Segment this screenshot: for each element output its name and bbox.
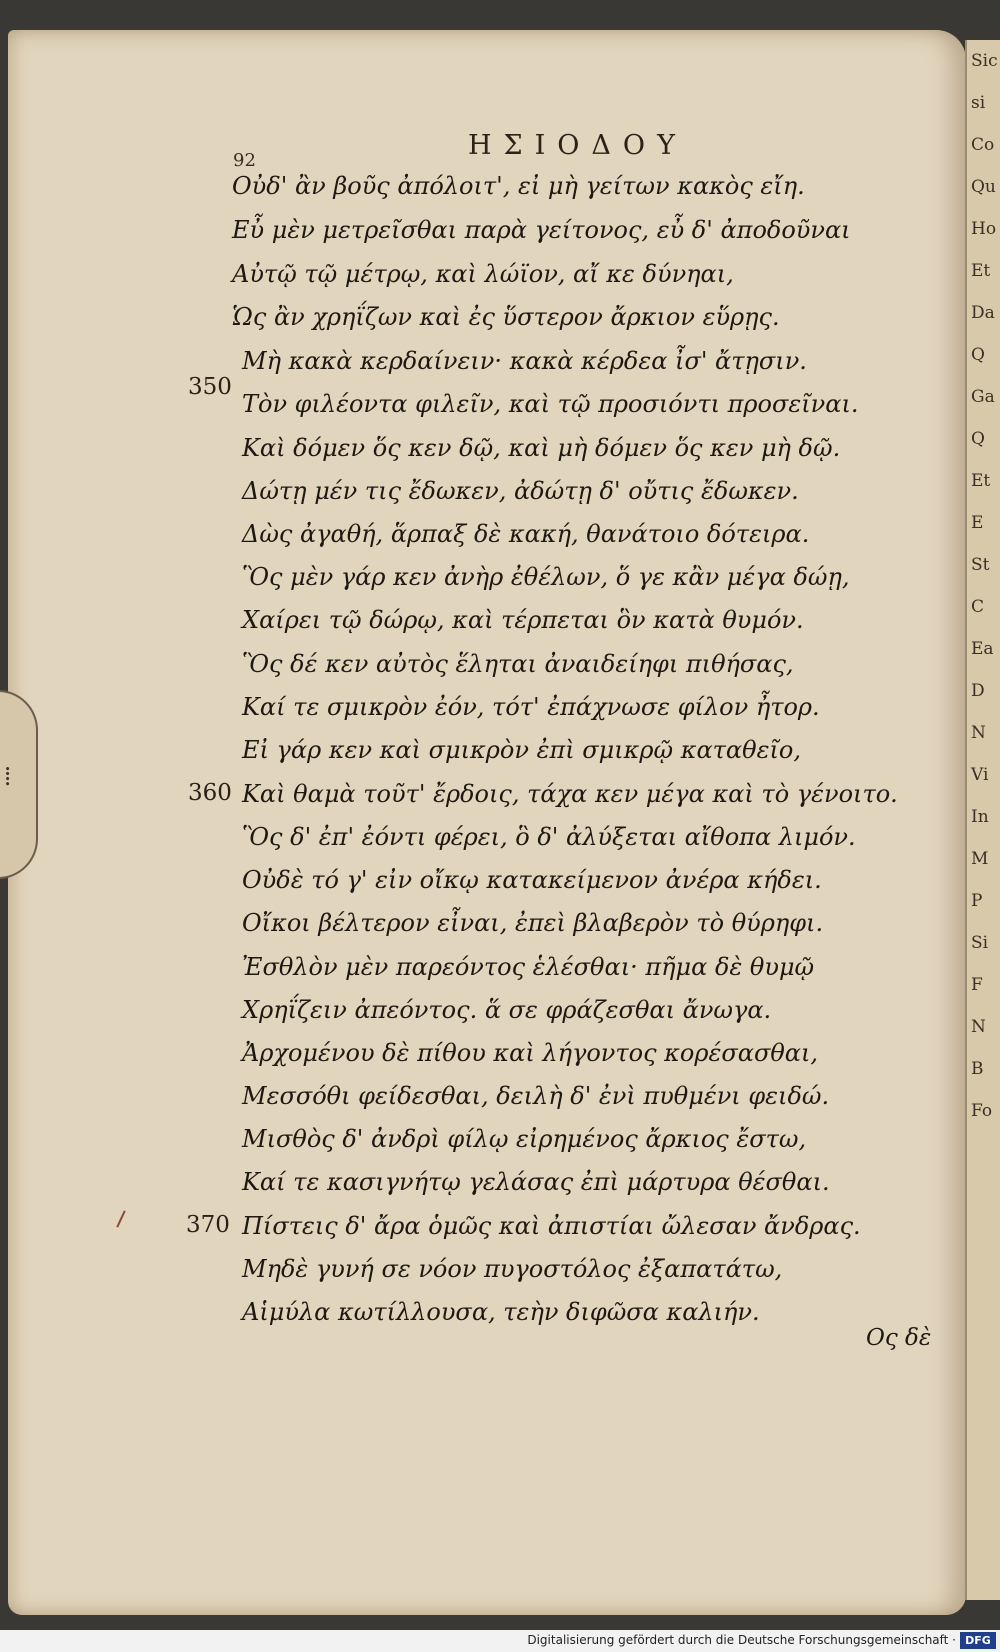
verse-line: Χαίρει τῷ δώρῳ, καὶ τέρπεται ὃν κατὰ θυμόν.	[242, 606, 804, 634]
verse-line: Ὃς δέ κεν αὐτὸς ἕληται ἀναιδείηφι πιθήσας,	[242, 650, 794, 678]
verse-line: Τὸν φιλέοντα φιλεῖν, καὶ τῷ προσιόντι προσεῖναι.	[242, 390, 859, 418]
verse-line: Μηδὲ γυνή σε νόον πυγοστόλος ἐξαπατάτω,	[242, 1255, 783, 1283]
verse-line: Ὃς δ' ἐπ' ἐόντι φέρει, ὃ δ' ἀλύξεται αἴθοπα λιμόν.	[242, 823, 856, 851]
line-number-360: 360	[188, 780, 232, 806]
ink-mark	[116, 1210, 125, 1227]
verse-line: Οἴκοι βέλτερον εἶναι, ἐπεὶ βλαβερὸν τὸ θύρηφι.	[242, 909, 824, 937]
line-number-350: 350	[188, 374, 232, 400]
page-edge-tab	[0, 690, 38, 879]
verse-line: Ἐσθλὸν μὲν παρεόντος ἑλέσθαι· πῆμα δὲ θυμῷ	[242, 953, 815, 981]
footer-bar	[0, 1630, 1000, 1652]
verse-line: Εἰ γάρ κεν καὶ σμικρὸν ἐπὶ σμικρῷ καταθεῖο,	[242, 736, 801, 764]
verse-line: Αἱμύλα κωτίλλουσα, τεὴν διφῶσα καλιήν.	[242, 1298, 760, 1326]
verse-line: Οὐδ' ἂν βοῦς ἀπόλοιτ', εἰ μὴ γείτων κακὸς εἴη.	[232, 172, 805, 200]
verse-line: Μισθὸς δ' ἀνδρὶ φίλῳ εἰρημένος ἄρκιος ἔστω,	[242, 1125, 807, 1153]
verse-line: Ὡς ἂν χρηΐζων καὶ ἐς ὕστερον ἄρκιον εὕρῃς.	[232, 303, 780, 331]
verse-line: Μὴ κακὰ κερδαίνειν· κακὰ κέρδεα ἶσ' ἄτῃσιν.	[242, 347, 807, 375]
verse-line: Χρηΐζειν ἀπεόντος. ἅ σε φράζεσθαι ἄνωγα.	[242, 996, 772, 1024]
verse-line: Εὖ μὲν μετρεῖσθαι παρὰ γείτονος, εὖ δ' ἀποδοῦναι	[232, 216, 851, 244]
verse-line: Καὶ θαμὰ τοῦτ' ἔρδοις, τάχα κεν μέγα καὶ τὸ γένοιτο.	[242, 780, 898, 808]
running-head: ΗΣΙΟΔΟΥ	[468, 130, 687, 161]
digitization-credit: Digitalisierung gefördert durch die Deutsche Forschungsgemeinschaft ·	[527, 1633, 956, 1647]
verse-line: Καὶ δόμεν ὅς κεν δῷ, καὶ μὴ δόμεν ὅς κεν μὴ δῷ.	[242, 434, 841, 462]
verse-line: Πίστεις δ' ἄρα ὁμῶς καὶ ἀπιστίαι ὤλεσαν ἄνδρας.	[242, 1212, 861, 1240]
edge-mark: ⁞	[4, 762, 12, 792]
verse-line: Δώτῃ μέν τις ἔδωκεν, ἀδώτῃ δ' οὔτις ἔδωκεν.	[242, 477, 799, 505]
verse-line: Αὐτῷ τῷ μέτρῳ, καὶ λώϊον, αἴ κε δύνηαι,	[232, 260, 734, 288]
verse-line: Οὐδὲ τό γ' εἰν οἴκῳ κατακείμενον ἀνέρα κήδει.	[242, 866, 822, 894]
verse-line: Ἀρχομένου δὲ πίθου καὶ λήγοντος κορέσασθαι,	[242, 1039, 819, 1067]
line-number-370: 370	[186, 1212, 230, 1238]
verse-line: Καί τε κασιγνήτῳ γελάσας ἐπὶ μάρτυρα θέσθαι.	[242, 1168, 830, 1196]
verse-line: Ὃς μὲν γάρ κεν ἀνὴρ ἐθέλων, ὅ γε κἂν μέγα δώῃ,	[242, 563, 850, 591]
dfg-logo: DFG	[960, 1632, 996, 1649]
verse-line: Μεσσόθι φείδεσθαι, δειλὴ δ' ἐνὶ πυθμένι φειδώ.	[242, 1082, 830, 1110]
verse-line: Καί τε σμικρὸν ἐόν, τότ' ἐπάχνωσε φίλον ἦτορ.	[242, 693, 820, 721]
adjacent-page-fragment: Sic si Co Qu Ho Et Da Q Ga Q Et E St C Ea D N Vi In M P Si F N B Fo	[965, 40, 1000, 1600]
verse-line: Δὼς ἀγαθή, ἅρπαξ δὲ κακή, θανάτοιο δότειρα.	[242, 520, 810, 548]
page-number: 92	[233, 150, 256, 171]
catchword: Ος δὲ	[866, 1325, 932, 1351]
